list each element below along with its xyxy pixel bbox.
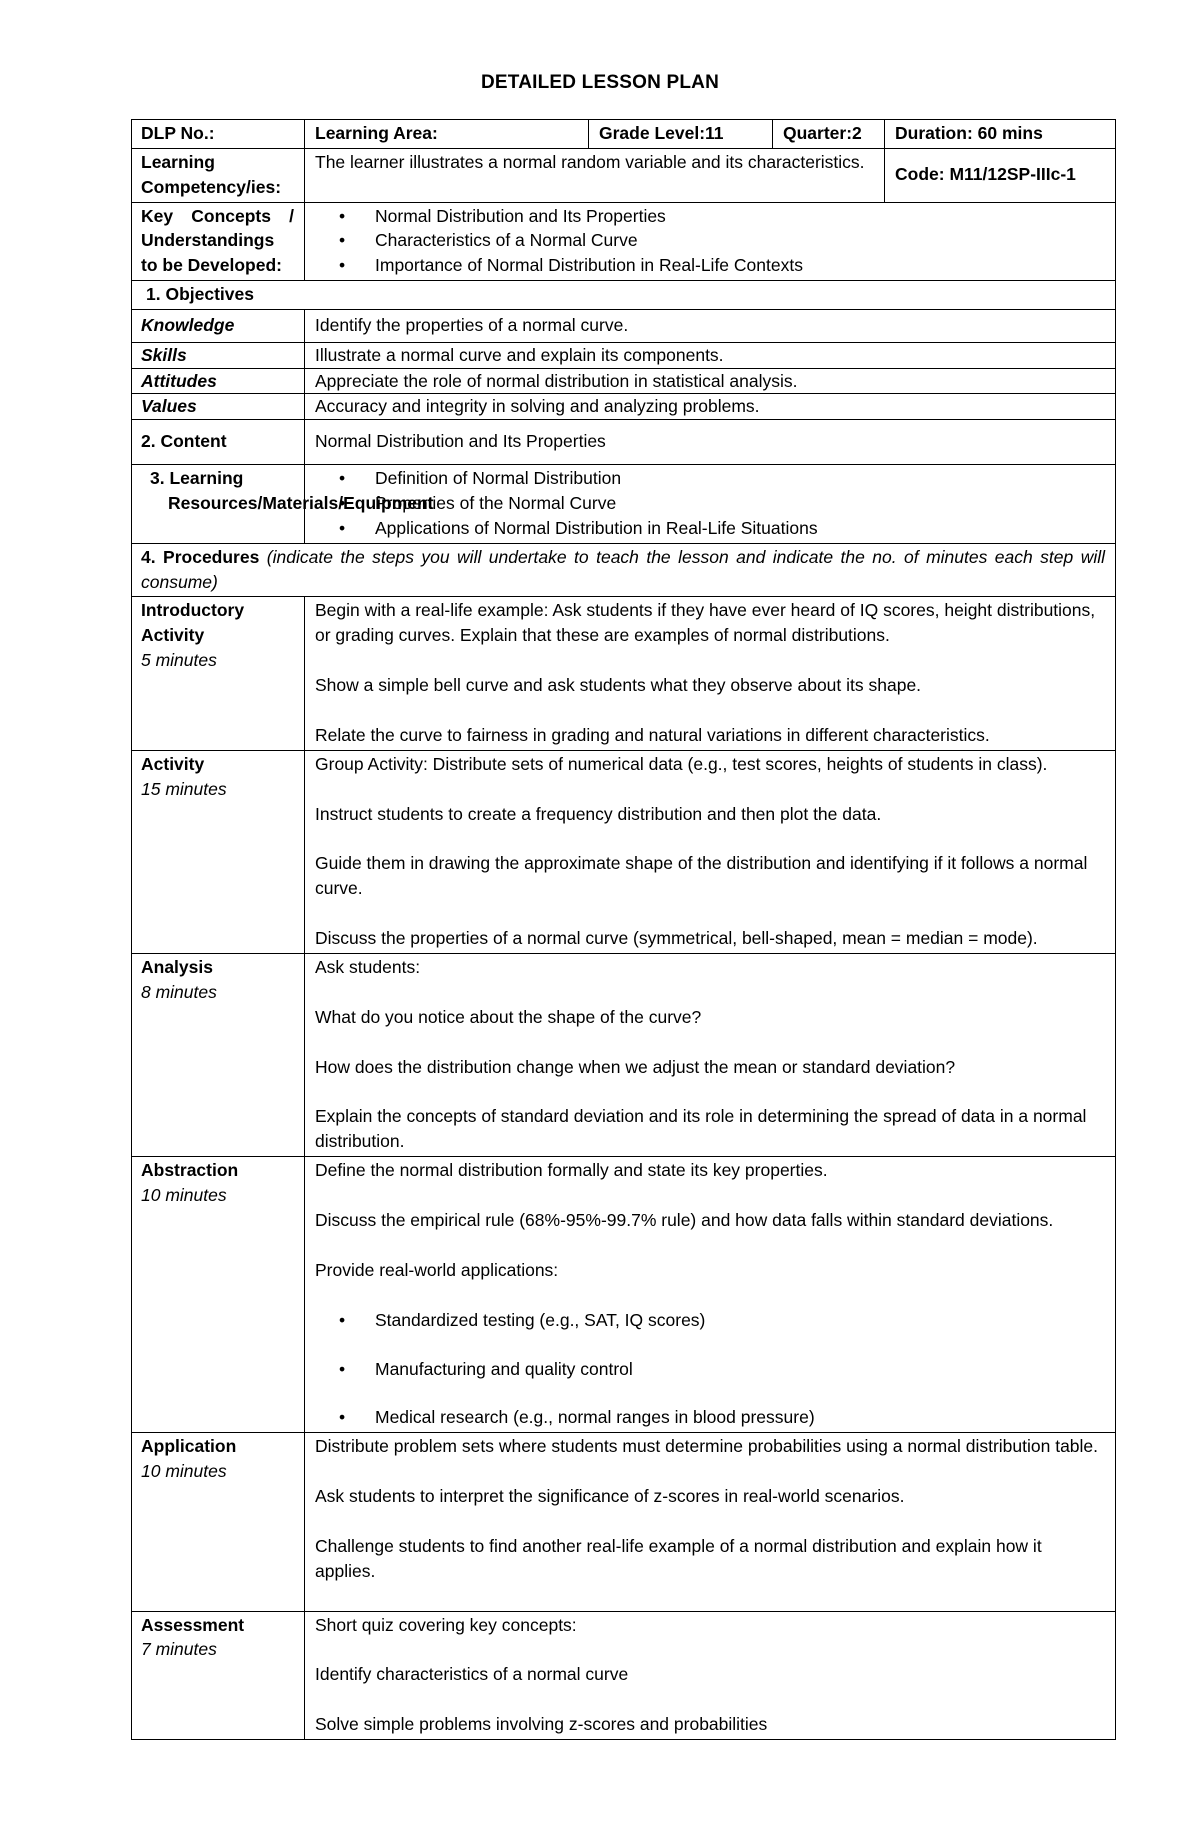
analysis-label: Analysis bbox=[141, 956, 213, 977]
resources-list bbox=[315, 466, 1105, 541]
introductory-label: Introductory Activity bbox=[141, 600, 245, 646]
competency-text: The learner illustrates a normal random variable and its characteristics. bbox=[305, 148, 885, 202]
dlp-no-cell: DLP No.: bbox=[132, 120, 305, 149]
analysis-minutes: 8 minutes bbox=[141, 981, 217, 1002]
analysis-label-cell bbox=[132, 953, 305, 1156]
objectives-heading-row bbox=[132, 281, 1116, 310]
document-title: DETAILED LESSON PLAN bbox=[481, 72, 719, 93]
paragraph: What do you notice about the shape of the curve? bbox=[315, 1006, 702, 1027]
attitudes-text: Appreciate the role of normal distribution in statistical analysis. bbox=[305, 368, 1116, 394]
paragraph: Distribute problem sets where students must determine probabilities using a normal distribution table. bbox=[315, 1436, 1099, 1457]
paragraph: Define the normal distribution formally and state its key properties. bbox=[315, 1160, 828, 1181]
activity-label: Activity bbox=[141, 753, 205, 774]
paragraph: Guide them in drawing the approximate shape of the distribution and identifying if it follows a normal curve. bbox=[315, 853, 1088, 899]
duration-cell: Duration: 60 mins bbox=[885, 120, 1116, 149]
procedures-heading bbox=[132, 543, 1116, 597]
paragraph: Solve simple problems involving z-scores and probabilities bbox=[315, 1714, 768, 1735]
application-label-cell bbox=[132, 1433, 305, 1611]
list-item: • Importance of Normal Distribution in Real-Life Contexts bbox=[375, 253, 1105, 278]
paragraph: Begin with a real-life example: Ask students if they have ever heard of IQ scores, height distributions, or grading curves. Explain that these are examples of normal distributions. bbox=[315, 600, 1096, 646]
activity-row bbox=[132, 750, 1116, 953]
list-item: • Applications of Normal Distribution in Real-Life Situations bbox=[375, 516, 1105, 541]
paragraph: Ask students to interpret the significance of z-scores in real-world scenarios. bbox=[315, 1486, 905, 1507]
application-minutes: 10 minutes bbox=[141, 1461, 227, 1482]
list-item: • Normal Distribution and Its Properties bbox=[375, 204, 1105, 229]
values-row bbox=[132, 394, 1116, 420]
skills-label: Skills bbox=[132, 342, 305, 368]
list-item: • Medical research (e.g., normal ranges in blood pressure) bbox=[375, 1405, 1105, 1430]
values-label: Values bbox=[132, 394, 305, 420]
assessment-minutes: 7 minutes bbox=[141, 1639, 217, 1660]
lesson-plan-table bbox=[131, 119, 1116, 1740]
competency-label: Learning Competency/ies: bbox=[132, 148, 305, 202]
introductory-row bbox=[132, 597, 1116, 750]
resources-label-cell bbox=[132, 465, 434, 544]
introductory-minutes: 5 minutes bbox=[141, 650, 217, 671]
activity-cell bbox=[305, 750, 1116, 953]
paragraph: Identify characteristics of a normal curve bbox=[315, 1664, 629, 1685]
abstraction-row bbox=[132, 1157, 1116, 1433]
resources-row bbox=[132, 465, 1116, 544]
content-label: 2. Content bbox=[132, 420, 305, 465]
introductory-cell bbox=[305, 597, 1116, 750]
attitudes-row bbox=[132, 368, 1116, 394]
analysis-row bbox=[132, 953, 1116, 1156]
paragraph: Challenge students to find another real-life example of a normal distribution and explain how it applies. bbox=[315, 1535, 1042, 1581]
list-item: • Properties of the Normal Curve bbox=[375, 491, 1105, 516]
content-text: Normal Distribution and Its Properties bbox=[305, 420, 1116, 465]
content-row bbox=[132, 420, 1116, 465]
resources-cell bbox=[305, 465, 1116, 544]
assessment-label-cell bbox=[132, 1611, 305, 1740]
key-concepts-row bbox=[132, 202, 1116, 281]
skills-row bbox=[132, 342, 1116, 368]
list-item: • Standardized testing (e.g., SAT, IQ scores) bbox=[375, 1308, 1105, 1333]
list-item: • Manufacturing and quality control bbox=[375, 1357, 1105, 1382]
application-cell bbox=[305, 1433, 1116, 1611]
paragraph: Show a simple bell curve and ask students what they observe about its shape. bbox=[315, 675, 922, 696]
abstraction-label: Abstraction bbox=[141, 1160, 239, 1181]
knowledge-text: Identify the properties of a normal curve. bbox=[305, 309, 1116, 342]
key-concepts-cell bbox=[305, 202, 1116, 281]
key-concepts-list bbox=[315, 204, 1105, 279]
activity-label-cell bbox=[132, 750, 305, 953]
paragraph: Short quiz covering key concepts: bbox=[315, 1614, 577, 1635]
paragraph: Provide real-world applications: bbox=[315, 1259, 559, 1280]
abstraction-label-cell bbox=[132, 1157, 305, 1433]
analysis-cell bbox=[305, 953, 1116, 1156]
knowledge-row bbox=[132, 309, 1116, 342]
assessment-cell bbox=[305, 1611, 1116, 1740]
paragraph: Instruct students to create a frequency distribution and then plot the data. bbox=[315, 803, 882, 824]
competency-code: Code: M11/12SP-IIIc-1 bbox=[885, 148, 1116, 202]
attitudes-label: Attitudes bbox=[132, 368, 305, 394]
paragraph: Ask students: bbox=[315, 956, 421, 977]
paragraph: Discuss the empirical rule (68%-95%-99.7% rule) and how data falls within standard deviations. bbox=[315, 1210, 1054, 1230]
learning-area-cell: Learning Area: bbox=[305, 120, 589, 149]
abstraction-minutes: 10 minutes bbox=[141, 1185, 227, 1205]
procedures-note: (indicate the steps you will undertake to teach the lesson and indicate the no. of minutes each step will consume) bbox=[141, 546, 1106, 592]
assessment-row bbox=[132, 1611, 1116, 1740]
assessment-label: Assessment bbox=[141, 1614, 245, 1635]
paragraph: Relate the curve to fairness in grading and natural variations in different characteristics. bbox=[315, 724, 990, 745]
header-row bbox=[132, 120, 1116, 149]
procedures-label: 4. Procedures bbox=[141, 546, 260, 567]
quarter-cell: Quarter:2 bbox=[773, 120, 885, 149]
skills-text: Illustrate a normal curve and explain its components. bbox=[305, 342, 1116, 368]
paragraph: How does the distribution change when we adjust the mean or standard deviation? bbox=[315, 1056, 956, 1077]
objectives-heading: 1. Objectives bbox=[132, 281, 1116, 310]
paragraph: Group Activity: Distribute sets of numerical data (e.g., test scores, heights of students in class). bbox=[315, 753, 1048, 774]
application-row bbox=[132, 1433, 1116, 1611]
paragraph: Discuss the properties of a normal curve (symmetrical, bell-shaped, mean = median = mode). bbox=[315, 928, 1038, 949]
abstraction-cell bbox=[305, 1157, 1116, 1433]
knowledge-label: Knowledge bbox=[132, 309, 305, 342]
paragraph: Explain the concepts of standard deviation and its role in determining the spread of data in a normal distribution. bbox=[315, 1106, 1087, 1152]
applications-list bbox=[315, 1308, 1105, 1431]
key-concepts-label: Key Concepts / Understandings to be Developed: bbox=[132, 202, 305, 281]
introductory-label-cell bbox=[132, 597, 305, 750]
activity-minutes: 15 minutes bbox=[141, 778, 227, 799]
resources-label: 3. Learning Resources/Materials/Equipment bbox=[150, 468, 434, 513]
list-item: • Definition of Normal Distribution bbox=[375, 466, 1105, 491]
list-item: • Characteristics of a Normal Curve bbox=[375, 228, 1105, 253]
competency-row bbox=[132, 148, 1116, 202]
values-text: Accuracy and integrity in solving and analyzing problems. bbox=[305, 394, 1116, 420]
procedures-heading-row bbox=[132, 543, 1116, 597]
grade-level-cell: Grade Level:11 bbox=[589, 120, 773, 149]
application-label: Application bbox=[141, 1436, 237, 1457]
